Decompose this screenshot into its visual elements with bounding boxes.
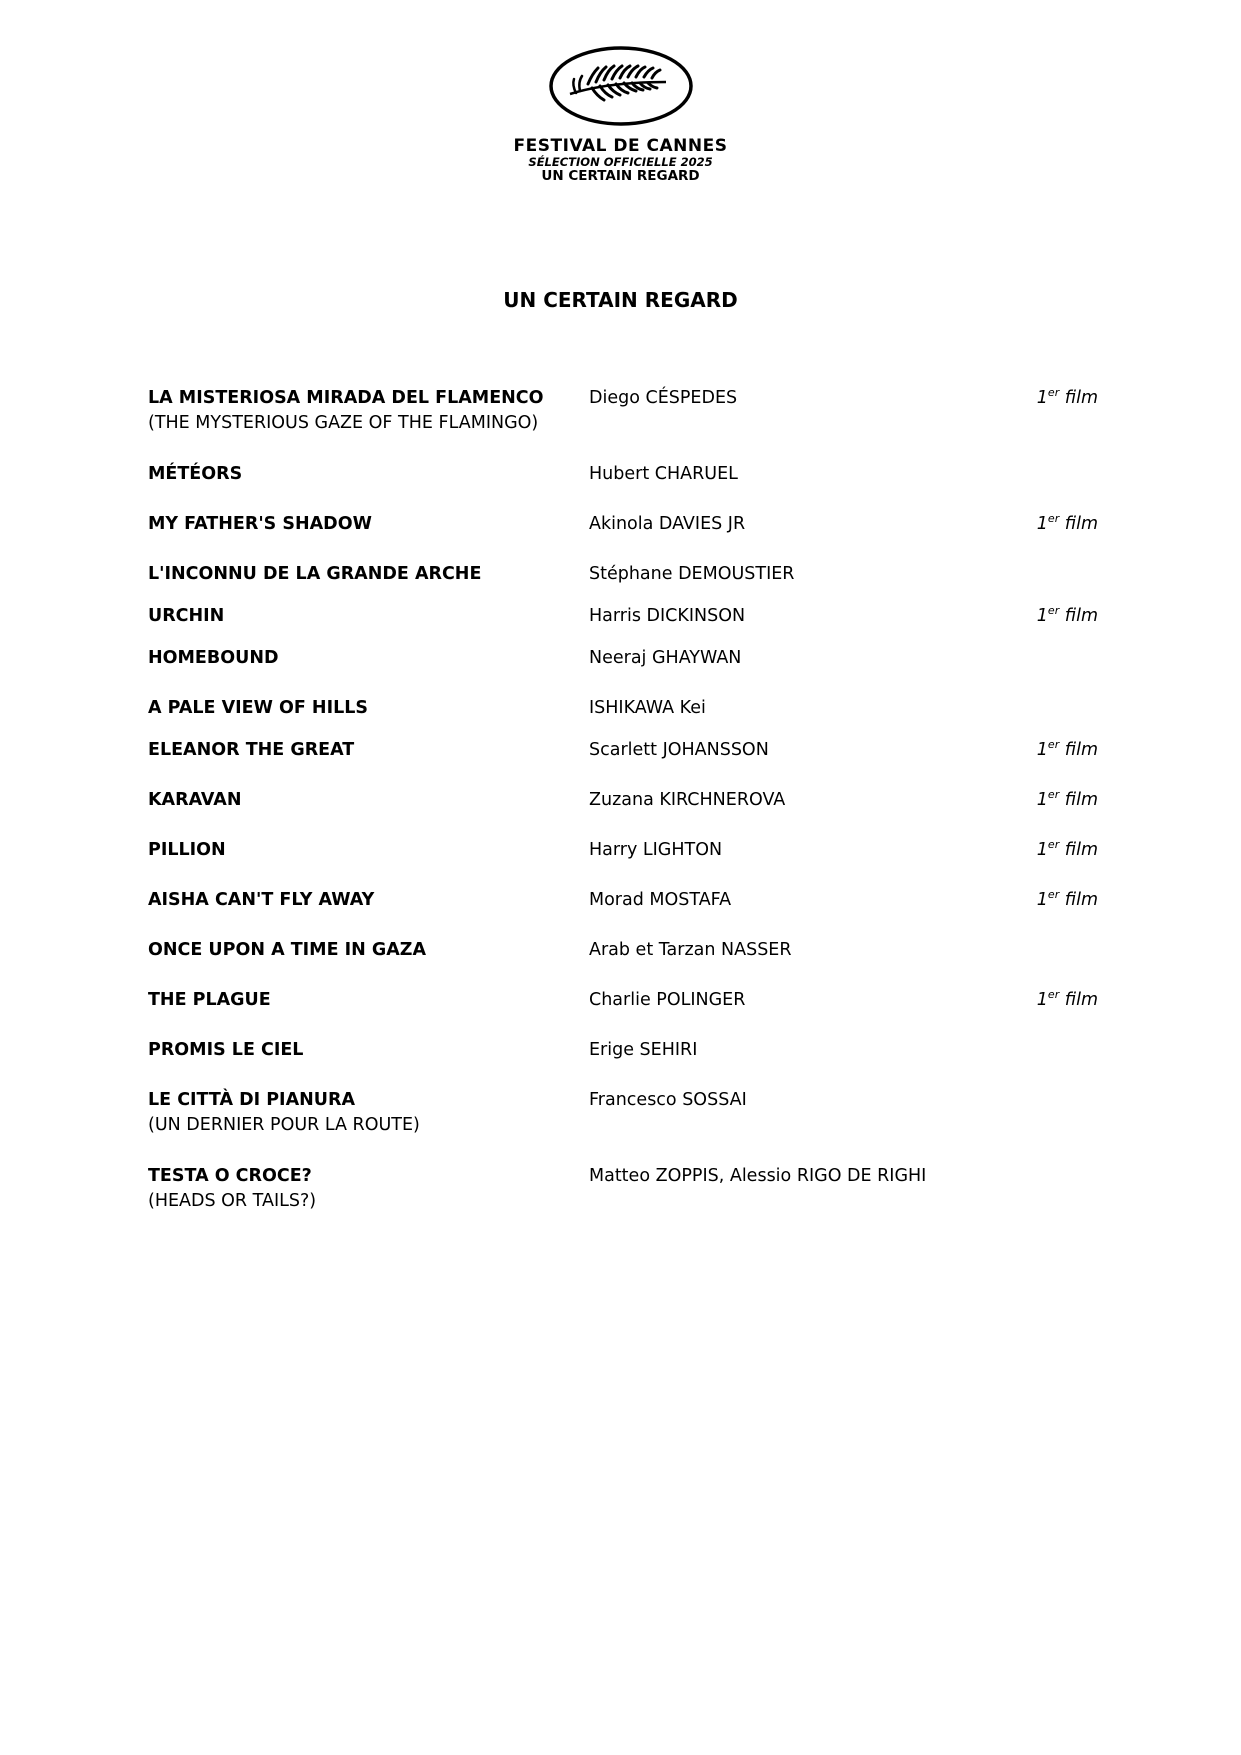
film-row bbox=[148, 1088, 1098, 1164]
film-title: MÉTÉORS bbox=[148, 464, 243, 484]
film-title: LA MISTERIOSA MIRADA DEL FLAMENCO bbox=[148, 388, 544, 408]
film-director: Zuzana KIRCHNEROVA bbox=[589, 790, 786, 810]
note-number: 1 bbox=[1036, 890, 1048, 910]
film-row bbox=[148, 512, 1098, 562]
film-row bbox=[148, 1164, 1098, 1240]
film-title: LE CITTÀ DI PIANURA bbox=[148, 1090, 355, 1110]
film-row bbox=[148, 888, 1098, 938]
film-row bbox=[148, 988, 1098, 1038]
note-number: 1 bbox=[1036, 740, 1048, 760]
film-alt-title: (HEADS OR TAILS?) bbox=[148, 1191, 317, 1211]
note-text: film bbox=[1059, 890, 1098, 910]
film-title: HOMEBOUND bbox=[148, 648, 279, 668]
note-superscript: er bbox=[1047, 988, 1060, 1001]
film-title: URCHIN bbox=[148, 606, 225, 626]
film-director: Harry LIGHTON bbox=[589, 840, 723, 860]
film-director: Hubert CHARUEL bbox=[589, 464, 738, 484]
film-title: ELEANOR THE GREAT bbox=[148, 740, 355, 760]
film-director: ISHIKAWA Kei bbox=[589, 698, 706, 718]
note-superscript: er bbox=[1047, 386, 1060, 399]
film-director: Scarlett JOHANSSON bbox=[589, 740, 769, 760]
film-director: Diego CÉSPEDES bbox=[589, 388, 738, 408]
film-title: THE PLAGUE bbox=[148, 990, 271, 1010]
first-film-note bbox=[1037, 386, 1098, 411]
film-title: ONCE UPON A TIME IN GAZA bbox=[148, 940, 427, 960]
film-list bbox=[148, 386, 1098, 1240]
first-film-note bbox=[1037, 988, 1098, 1013]
film-row bbox=[148, 738, 1098, 788]
film-title: KARAVAN bbox=[148, 790, 242, 810]
film-title: TESTA O CROCE? bbox=[148, 1166, 312, 1186]
film-director: Erige SEHIRI bbox=[589, 1040, 698, 1060]
first-film-note bbox=[1037, 738, 1098, 763]
note-number: 1 bbox=[1036, 388, 1048, 408]
film-director: Akinola DAVIES JR bbox=[589, 514, 746, 534]
film-row bbox=[148, 462, 1098, 512]
film-title: L'INCONNU DE LA GRANDE ARCHE bbox=[148, 564, 482, 584]
film-row bbox=[148, 646, 1098, 696]
film-row bbox=[148, 1038, 1098, 1088]
logo-text-section: UN CERTAIN REGARD bbox=[541, 168, 700, 184]
note-superscript: er bbox=[1047, 738, 1060, 751]
note-text: film bbox=[1059, 606, 1098, 626]
note-number: 1 bbox=[1036, 990, 1048, 1010]
film-title: PILLION bbox=[148, 840, 226, 860]
logo-text-festival: FESTIVAL DE CANNES bbox=[513, 136, 728, 156]
film-row bbox=[148, 938, 1098, 988]
film-title: MY FATHER'S SHADOW bbox=[148, 514, 372, 534]
film-director: Stéphane DEMOUSTIER bbox=[589, 564, 795, 584]
film-director: Arab et Tarzan NASSER bbox=[589, 940, 792, 960]
first-film-note bbox=[1037, 604, 1098, 629]
note-superscript: er bbox=[1047, 604, 1060, 617]
film-row bbox=[148, 788, 1098, 838]
film-director: Matteo ZOPPIS, Alessio RIGO DE RIGHI bbox=[589, 1166, 927, 1186]
palm-logo-icon bbox=[548, 44, 694, 128]
first-film-note bbox=[1037, 888, 1098, 913]
note-superscript: er bbox=[1047, 512, 1060, 525]
note-text: film bbox=[1059, 388, 1098, 408]
note-number: 1 bbox=[1036, 790, 1048, 810]
first-film-note bbox=[1037, 512, 1098, 537]
note-text: film bbox=[1059, 740, 1098, 760]
section-title: UN CERTAIN REGARD bbox=[503, 288, 738, 312]
film-row bbox=[148, 604, 1098, 646]
first-film-note bbox=[1037, 838, 1098, 863]
film-title: AISHA CAN'T FLY AWAY bbox=[148, 890, 375, 910]
note-text: film bbox=[1059, 990, 1098, 1010]
film-title: A PALE VIEW OF HILLS bbox=[148, 698, 368, 718]
film-director: Francesco SOSSAI bbox=[589, 1090, 747, 1110]
film-title: PROMIS LE CIEL bbox=[148, 1040, 304, 1060]
film-alt-title: (THE MYSTERIOUS GAZE OF THE FLAMINGO) bbox=[148, 413, 539, 433]
note-text: film bbox=[1059, 840, 1098, 860]
film-alt-title: (UN DERNIER POUR LA ROUTE) bbox=[148, 1115, 420, 1135]
film-row bbox=[148, 696, 1098, 738]
note-superscript: er bbox=[1047, 838, 1060, 851]
note-superscript: er bbox=[1047, 888, 1060, 901]
first-film-note bbox=[1037, 788, 1098, 813]
logo-text-selection: SÉLECTION OFFICIELLE 2025 bbox=[528, 155, 713, 169]
note-text: film bbox=[1059, 514, 1098, 534]
film-director: Charlie POLINGER bbox=[589, 990, 746, 1010]
film-director: Neeraj GHAYWAN bbox=[589, 648, 742, 668]
note-number: 1 bbox=[1036, 606, 1048, 626]
note-text: film bbox=[1059, 790, 1098, 810]
film-row bbox=[148, 838, 1098, 888]
festival-header bbox=[0, 44, 1241, 183]
note-superscript: er bbox=[1047, 788, 1060, 801]
film-director: Morad MOSTAFA bbox=[589, 890, 732, 910]
film-row bbox=[148, 562, 1098, 604]
film-director: Harris DICKINSON bbox=[589, 606, 746, 626]
note-number: 1 bbox=[1036, 840, 1048, 860]
note-number: 1 bbox=[1036, 514, 1048, 534]
film-row bbox=[148, 386, 1098, 462]
